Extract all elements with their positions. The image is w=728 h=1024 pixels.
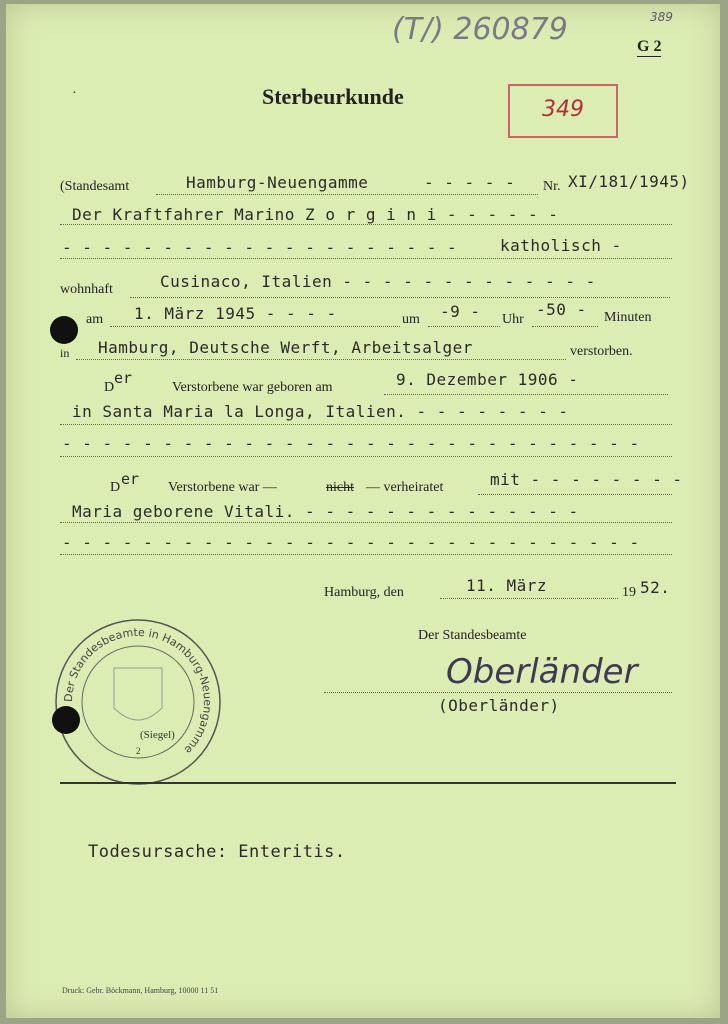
registry-prefix: (Standesamt: [60, 179, 130, 194]
archive-number: (T/) 260879: [392, 12, 568, 47]
birth-dashes: - - - - - - - - - - - - - - - - - - - - - - - - - - - - -: [62, 434, 640, 453]
official-seal: [52, 616, 224, 788]
punch-hole-2: [52, 706, 80, 734]
death-minuten-label: Minuten: [604, 310, 652, 325]
person-religion: katholisch -: [500, 236, 622, 255]
document-title: Sterbeurkunde: [262, 84, 404, 109]
official-title: Der Standesbeamte: [418, 628, 527, 643]
punch-hole: [50, 316, 78, 344]
birth-text: Verstorbene war geboren am: [172, 380, 333, 395]
birth-er: er: [114, 369, 133, 387]
death-hour: -9 -: [440, 302, 481, 321]
place-year-prefix: 19: [622, 585, 636, 600]
death-minutes: -50 -: [536, 300, 587, 319]
registry-nr-label: Nr.: [543, 179, 561, 194]
official-signature: Oberländer: [446, 652, 638, 692]
death-in-label: in: [60, 346, 70, 360]
death-place: Hamburg, Deutsche Werft, Arbeitsalger: [98, 338, 473, 357]
residence-label: wohnhaft: [60, 282, 113, 297]
printer-note: Druck: Gebr. Böckmann, Hamburg, 10000 11 51: [62, 986, 219, 995]
form-code: G 2: [637, 38, 662, 55]
death-am-label: am: [86, 312, 104, 327]
birth-place: in Santa Maria la Longa, Italien. - - - - - - - -: [72, 402, 569, 421]
death-verstorben-label: verstorben.: [570, 344, 633, 359]
dot-mark: ·: [72, 86, 77, 101]
registry-dashes: - - - - -: [424, 173, 516, 192]
person-line-1: Der Kraftfahrer Marino Z o r g i n i - - - - - -: [72, 205, 559, 224]
birth-d-label: D: [104, 380, 115, 395]
marriage-text-2: — verheiratet: [366, 480, 444, 495]
seal-coat-of-arms: [114, 668, 162, 720]
marriage-nicht-struck: nicht: [326, 480, 354, 495]
death-uhr-label: Uhr: [502, 312, 524, 327]
marriage-dashes: - - - - - - - - - - - - - - - - - - - - - - - - - - - - -: [62, 533, 640, 552]
marriage-spouse: Maria geborene Vitali. - - - - - - - - - - - - - -: [72, 502, 579, 521]
official-name-typed: (Oberländer): [438, 696, 560, 715]
place-date: 11. März: [466, 576, 548, 595]
marriage-d-label: D: [110, 480, 121, 495]
corner-number: 389: [650, 10, 673, 24]
seal-number: 2: [136, 746, 141, 756]
residence-value: Cusinaco, Italien - - - - - - - - - - - - -: [160, 272, 596, 291]
divider-rule: [60, 782, 676, 784]
marriage-mit: mit - - - - - - - -: [490, 470, 683, 489]
marriage-text-1: Verstorbene war —: [168, 480, 277, 495]
registry-nr-value: XI/181/1945): [568, 172, 690, 191]
red-box-number: 349: [542, 97, 584, 122]
registry-office: Hamburg-Neuengamme: [186, 173, 369, 192]
red-number-box: [508, 84, 618, 138]
seal-center-label: (Siegel): [140, 729, 175, 741]
person-line-2-dashes: - - - - - - - - - - - - - - - - - - - -: [62, 238, 458, 257]
seal-ring-text: Der Standesbeamte in Hamburg-Neuengamme: [61, 625, 215, 757]
death-um-label: um: [402, 312, 420, 327]
place-year-suffix: 52.: [640, 578, 671, 597]
place-city-label: Hamburg, den: [324, 585, 404, 600]
cause-of-death: Todesursache: Enteritis.: [88, 842, 346, 862]
birth-date: 9. Dezember 1906 -: [396, 370, 579, 389]
death-date: 1. März 1945 - - - -: [134, 304, 337, 323]
marriage-er: er: [121, 470, 140, 488]
